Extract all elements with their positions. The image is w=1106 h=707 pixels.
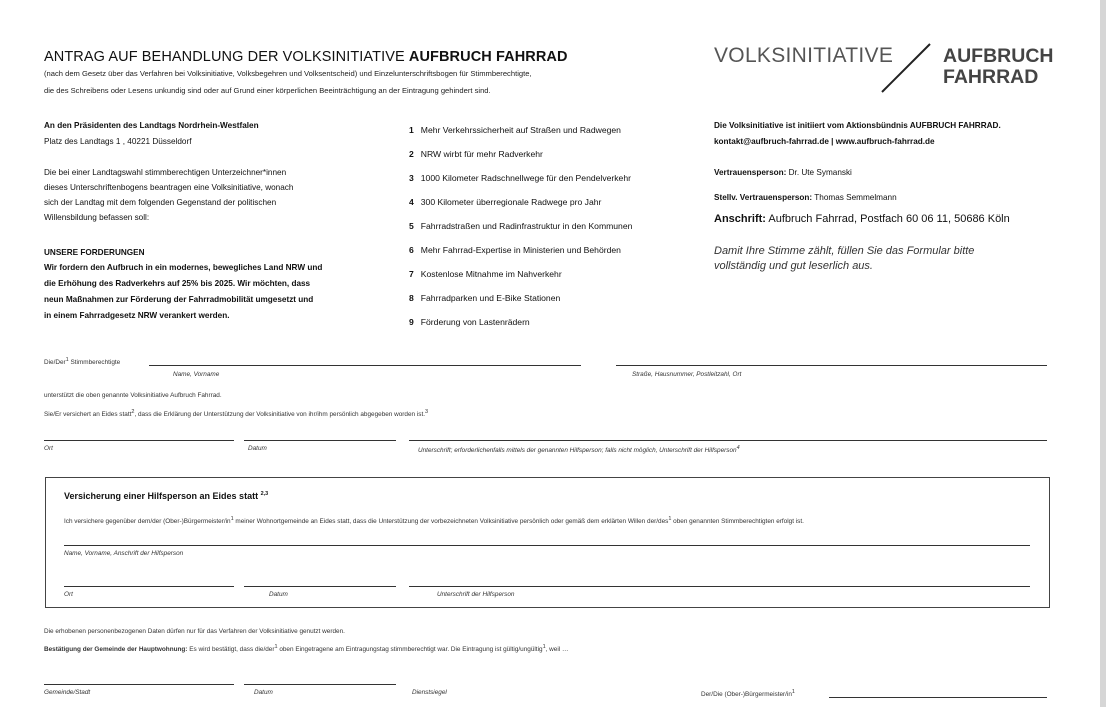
helper-statement: Ich versichere gegenüber dem/der (Ober-)Bürgermeister/in1 meiner Wohnortgemeinde an Eides statt, dass die Unterstützung der vorbezeichneten Volksinitiative persönlich oder gemäß dem erklärten Willen der/des1 oben genannten Stimmberechtigten erfolgt ist. <box>64 516 804 526</box>
postal-address: Anschrift: Aufbruch Fahrrad, Postfach 60 06 11, 50686 Köln <box>714 213 1010 225</box>
mayor-caption: Der/Die (Ober-)Bürgermeister/in1 <box>701 689 795 699</box>
subtitle-line-1: (nach dem Gesetz über das Verfahren bei Volksinitiative, Volksbegehren und Volksentscheid) und Einzelunterschriftsbogen für Stimmberechtigte, <box>44 69 532 78</box>
list-item: 4 300 Kilometer überregionale Radwege pro Jahr <box>409 197 602 207</box>
initiator-text: Die Volksinitiative ist initiiert vom Aktionsbündnis AUFBRUCH FAHRRAD. <box>714 121 1001 130</box>
supports-text: unterstützt die oben genannte Volksinitiative Aufbruch Fahrrad. <box>44 392 222 399</box>
demands-line-2: die Erhöhung des Radverkehrs auf 25% bis 2025. Wir möchten, dass <box>44 279 311 288</box>
contact-text: kontakt@aufbruch-fahrrad.de | www.aufbruch-fahrrad.de <box>714 137 935 146</box>
demands-line-3: neun Maßnahmen zur Förderung der Fahrradmobilität umgesetzt und <box>44 295 314 304</box>
voter-name-field[interactable] <box>149 365 581 366</box>
helper-ort-caption: Ort <box>64 591 73 598</box>
page-edge <box>1100 0 1106 707</box>
oath-text: Sie/Er versichert an Eides statt2, dass die Erklärung der Unterstützung der Volksinitiative von ihr/ihm persönlich abgegeben worden ist.3 <box>44 409 429 419</box>
logo-slash-icon <box>872 40 942 96</box>
addressee: An den Präsidenten des Landtags Nordrhein-Westfalen <box>44 121 259 130</box>
addressee-address: Platz des Landtags 1 , 40221 Düsseldorf <box>44 137 192 146</box>
list-item: 8 Fahrradparken und E-Bike Stationen <box>409 293 561 303</box>
logo-volksinitiative: VOLKSINITIATIVE <box>714 44 894 67</box>
intro-line-1: Die bei einer Landtagswahl stimmberechtigen Unterzeichner*innen <box>44 168 287 177</box>
helper-datum-field[interactable] <box>244 586 396 587</box>
voter-address-field[interactable] <box>616 365 1047 366</box>
helper-name-field[interactable] <box>64 545 1030 546</box>
note-line-2: vollständig und gut leserlich aus. <box>714 260 873 272</box>
confirm-datum-caption: Datum <box>254 689 273 696</box>
demands-heading: UNSERE FORDERUNGEN <box>44 248 145 257</box>
confirm-datum-field[interactable] <box>244 684 396 685</box>
intro-line-2: dieses Unterschriftenbogens beantragen eine Volksinitiative, wonach <box>44 183 294 192</box>
logo-aufbruch-fahrrad: AUFBRUCH FAHRRAD <box>943 45 1054 88</box>
trustee: Vertrauensperson: Dr. Ute Symanski <box>714 168 852 177</box>
list-item: 6 Mehr Fahrrad-Expertise in Ministerien und Behörden <box>409 245 621 255</box>
helper-signature-caption: Unterschrift der Hilfsperson <box>437 591 515 598</box>
street-caption: Straße, Hausnummer, Postleitzahl, Ort <box>632 371 742 378</box>
helper-name-caption: Name, Vorname, Anschrift der Hilfsperson <box>64 550 184 557</box>
demands-line-1: Wir fordern den Aufbruch in ein modernes, bewegliches Land NRW und <box>44 263 323 272</box>
mayor-signature-field[interactable] <box>829 697 1047 698</box>
subtitle-line-2: die des Schreibens oder Lesens unkundig sind oder auf Grund einer körperlichen Beeinträchtigung an der Eintragung gehindert sind. <box>44 86 491 95</box>
municipality-confirmation: Bestätigung der Gemeinde der Hauptwohnung: Es wird bestätigt, dass die/der1 oben Eingetragene am Eintragungstag stimmberechtigt war. Die Eintragung ist gültig/ungültig1, weil … <box>44 644 569 654</box>
list-item: 7 Kostenlose Mitnahme im Nahverkehr <box>409 269 562 279</box>
intro-line-3: sich der Landtag mit dem folgenden Gegenstand der politischen <box>44 198 277 207</box>
list-item: 2 NRW wirbt für mehr Radverkehr <box>409 149 543 159</box>
helper-datum-caption: Datum <box>269 591 288 598</box>
list-item: 1 Mehr Verkehrssicherheit auf Straßen und Radwegen <box>409 125 621 135</box>
signature-field[interactable] <box>409 440 1047 441</box>
demands-line-4: in einem Fahrradgesetz NRW verankert werden. <box>44 311 230 320</box>
municipality-caption: Gemeinde/Stadt <box>44 689 91 696</box>
signature-caption: Unterschrift; erforderlichenfalls mittels der genannten Hilfsperson; falls nicht möglich, Unterschrift der Hilfsperson4 <box>418 445 740 455</box>
seal-caption: Dienstsiegel <box>412 689 447 696</box>
page-title: ANTRAG AUF BEHANDLUNG DER VOLKSINITIATIVE AUFBRUCH FAHRRAD <box>44 49 568 65</box>
name-caption: Name, Vorname <box>173 371 220 378</box>
ort-caption: Ort <box>44 445 53 452</box>
deputy-trustee: Stellv. Vertrauensperson: Thomas Semmelmann <box>714 193 897 202</box>
helper-ort-field[interactable] <box>64 586 234 587</box>
voter-label: Die/Der1 Stimmberechtigte <box>44 357 121 367</box>
data-protection-note: Die erhobenen personenbezogenen Daten dürfen nur für das Verfahren der Volksinitiative genutzt werden. <box>44 628 345 635</box>
list-item: 9 Förderung von Lastenrädern <box>409 317 530 327</box>
datum-field[interactable] <box>244 440 396 441</box>
intro-line-4: Willensbildung befassen soll: <box>44 213 150 222</box>
note-line-1: Damit Ihre Stimme zählt, füllen Sie das Formular bitte <box>714 245 975 257</box>
helper-heading: Versicherung einer Hilfsperson an Eides statt $^{2,3}$ <box>64 491 269 501</box>
list-item: 5 Fahrradstraßen und Radinfrastruktur in den Kommunen <box>409 221 633 231</box>
datum-caption: Datum <box>248 445 267 452</box>
ort-field[interactable] <box>44 440 234 441</box>
municipality-field[interactable] <box>44 684 234 685</box>
list-item: 3 1000 Kilometer Radschnellwege für den Pendelverkehr <box>409 173 631 183</box>
helper-signature-field[interactable] <box>409 586 1030 587</box>
